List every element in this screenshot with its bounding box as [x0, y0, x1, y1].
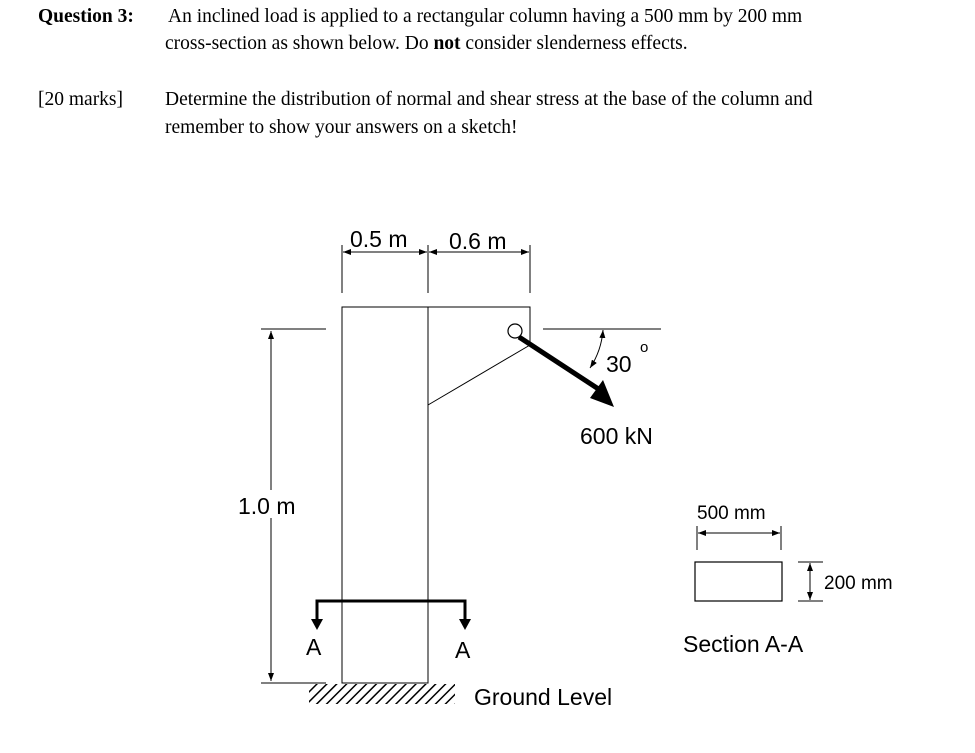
section-cut-arrow-left [311, 619, 323, 630]
load-arrow-shaft [519, 337, 600, 390]
ground-label: Ground Level [474, 684, 613, 710]
marks-label: [20 marks] [38, 89, 124, 110]
section-mark-left: A [306, 634, 322, 660]
question-line-1: An inclined load is applied to a rectangular column having a 500 mm by 200 mm [168, 6, 803, 27]
emphasis-not: not [433, 33, 461, 54]
dim-label-left: 0.5 m [350, 226, 408, 252]
column [342, 307, 428, 683]
bracket [428, 307, 530, 405]
section-cut-line [317, 601, 465, 621]
section-mark-right: A [455, 637, 471, 663]
section-width-label: 500 mm [697, 503, 766, 524]
question-label: Question 3: [38, 6, 134, 27]
angle-arc [590, 330, 603, 368]
height-label: 1.0 m [238, 493, 296, 519]
question-line-3: Determine the distribution of normal and shear stress at the base of the column and [165, 89, 813, 110]
angle-label: 30 [606, 351, 632, 377]
question-line-4: remember to show your answers on a sketch! [165, 117, 518, 138]
section-title: Section A-A [683, 631, 804, 657]
ground-hatch [309, 684, 455, 704]
load-label: 600 kN [580, 423, 653, 449]
question-line-2: cross-section as shown below. Do not consider slenderness effects. [165, 33, 688, 54]
section-rectangle [695, 562, 782, 601]
section-depth-label: 200 mm [824, 573, 893, 594]
section-cut-arrow-right [459, 619, 471, 630]
degree-symbol: o [640, 339, 649, 356]
dim-label-right: 0.6 m [449, 228, 507, 254]
